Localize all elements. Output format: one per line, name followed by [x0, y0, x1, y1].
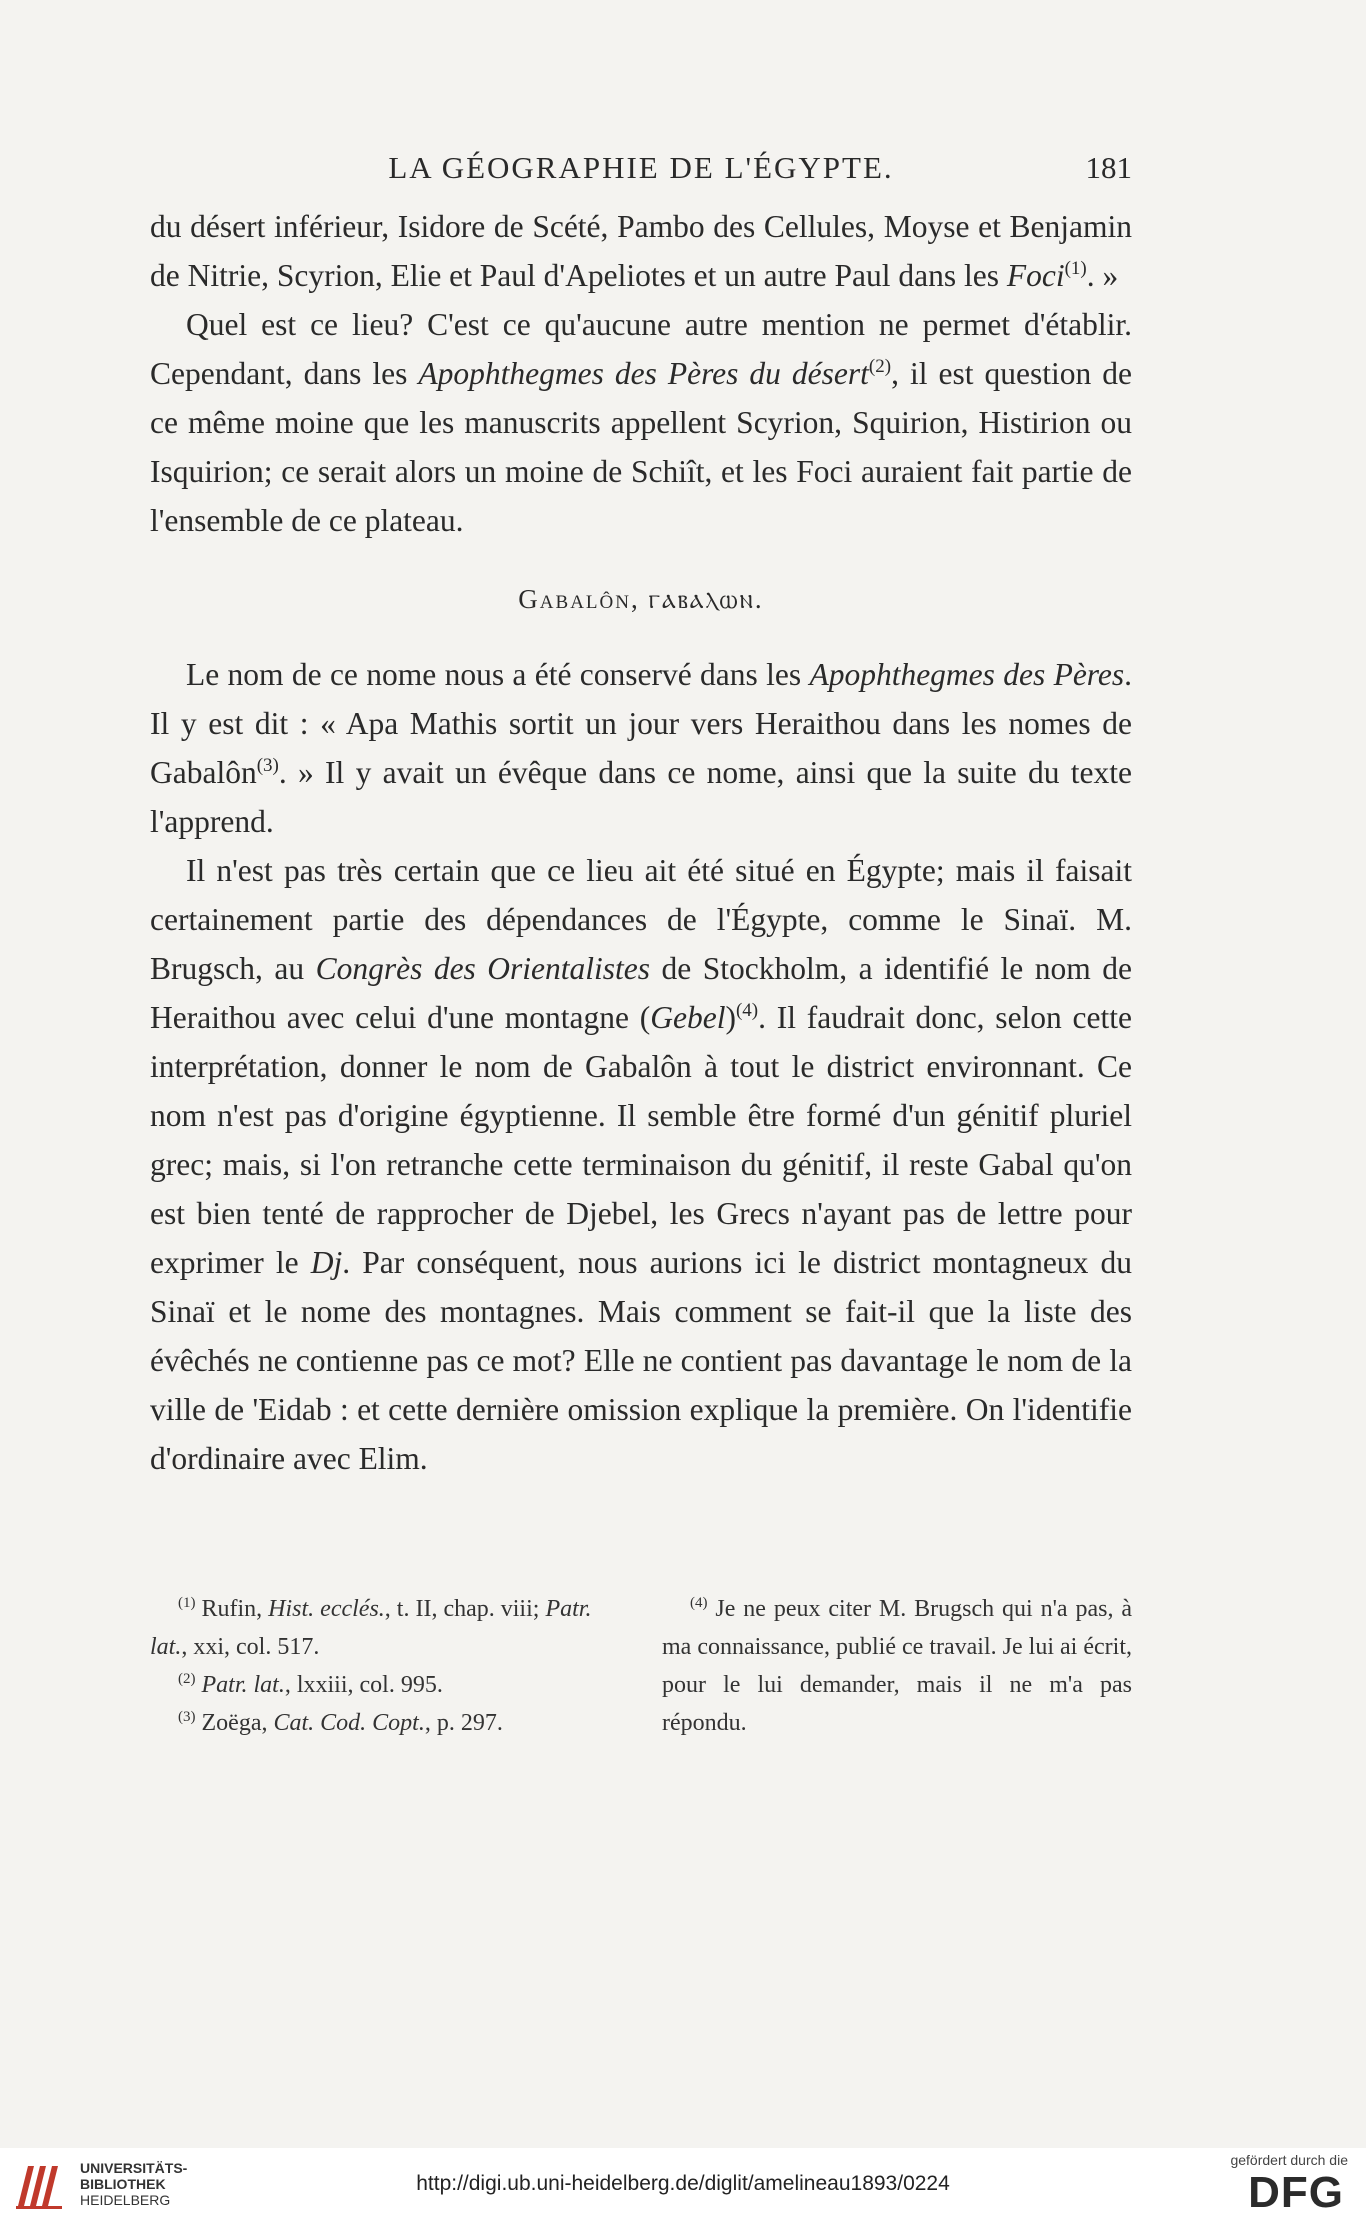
- footnote-ref-2[interactable]: (2): [868, 356, 892, 377]
- footnote-number: (2): [178, 1671, 196, 1687]
- text-run: . » Il y avait un évêque dans ce nome, ainsi que la suite du texte l'apprend.: [150, 755, 1132, 839]
- italic-run: Patr. lat.: [201, 1672, 285, 1698]
- text-run: Rufin,: [195, 1596, 269, 1622]
- library-name-line: UNIVERSITÄTS-: [80, 2160, 188, 2176]
- footnotes-right-column: [662, 1590, 1132, 1742]
- text-run: Il n'est pas très certain que ce lieu ait été situé en Égypte; mais il faisait certainement partie des dépendances de l'Égypte, comme le Sinaï. M. Brugsch, au: [150, 853, 1132, 986]
- italic-run: Congrès des Orientalistes: [315, 951, 651, 986]
- footnote-1: [150, 1590, 620, 1666]
- text-run: , lxxiii, col. 995.: [284, 1672, 443, 1698]
- italic-run: Apophthegmes des Pères: [809, 657, 1125, 692]
- section-heading: Gabalôn, ⲅⲁⲃⲁⲗⲱⲛ.: [518, 584, 764, 614]
- italic-run: Apophthegmes des Pères du désert: [418, 356, 869, 391]
- library-name-line: BIBLIOTHEK: [80, 2176, 166, 2192]
- footnote-ref-1[interactable]: (1): [1064, 258, 1087, 279]
- italic-run: Dj: [310, 1245, 343, 1280]
- italic-run: Gebel: [650, 1000, 726, 1035]
- text-run: . Par conséquent, nous aurions ici le district montagneux du Sinaï et le nome des montagnes. Mais comment se fait-il que la liste des évêchés ne contienne pas ce mot? Elle ne contient pas davantage le nom de la ville de 'Eidab : et cette dernière omission explique la première. On l'identifie d'ordinaire avec Elim.: [150, 1245, 1132, 1476]
- text-run: , p. 297.: [424, 1710, 503, 1736]
- paragraph-2: [150, 300, 1132, 545]
- footnote-2: [150, 1666, 620, 1704]
- page-number: 181: [1085, 150, 1132, 185]
- dfg-logo[interactable]: DFG: [1248, 2168, 1344, 2217]
- footnote-number: (4): [690, 1595, 708, 1611]
- italic-run: Patr. lat.: [150, 1596, 592, 1660]
- footnote-number: (1): [178, 1595, 196, 1611]
- library-name-line: HEIDELBERG: [80, 2192, 171, 2208]
- running-header: [150, 148, 1132, 192]
- text-run: ): [725, 1000, 736, 1035]
- italic-run: Cat. Cod. Copt.: [273, 1710, 425, 1736]
- italic-run: Hist. ecclés.: [268, 1596, 385, 1622]
- footnote-number: (3): [178, 1709, 196, 1725]
- text-run: . »: [1086, 258, 1119, 293]
- footnote-ref-3[interactable]: (3): [256, 755, 279, 776]
- paragraph-3: [150, 650, 1132, 846]
- footnote-4: [662, 1590, 1132, 1742]
- footnotes-left-column: [150, 1590, 620, 1742]
- paragraph-4: [150, 846, 1132, 1483]
- text-run: Je ne peux citer M. Brugsch qui n'a pas, à ma connaissance, publié ce travail. Je lui ai écrit, pour le lui demander, mais il ne m'a pas répondu.: [662, 1596, 1132, 1736]
- text-run: Zoëga,: [195, 1710, 274, 1736]
- text-run: de Stockholm, a identifié le nom de Heraithou avec celui d'une montagne (: [150, 951, 1132, 1035]
- viewer-footer: [0, 2148, 1366, 2220]
- permalink-url[interactable]: http://digi.ub.uni-heidelberg.de/diglit/amelineau1893/0224: [416, 2172, 950, 2195]
- text-run: . Il faudrait donc, selon cette interprétation, donner le nom de Gabalôn à tout le district environnant. Ce nom n'est pas d'origine égyptienne. Il semble être formé d'un génitif pluriel grec; mais, si l'on retranche cette terminaison du génitif, il reste Gabal qu'on est bien tenté de rapprocher de Djebel, les Grecs n'ayant pas de lettre pour exprimer le: [150, 1000, 1132, 1280]
- text-run: Le nom de ce nome nous a été conservé dans les: [186, 657, 810, 692]
- footnote-3: [150, 1704, 620, 1742]
- text-run: , t. II, chap. viii;: [384, 1596, 546, 1622]
- text-run: . Il y est dit : « Apa Mathis sortit un jour vers Heraithou dans les nomes de Gabalôn: [150, 657, 1132, 790]
- text-run: Quel est ce lieu? C'est ce qu'aucune autre mention ne permet d'établir. Cependant, dans les: [150, 307, 1132, 391]
- footnotes: [150, 1590, 1132, 1742]
- italic-run: Foci: [1006, 258, 1065, 293]
- text-run: , xxi, col. 517.: [181, 1634, 320, 1660]
- footnote-ref-4[interactable]: (4): [735, 1000, 759, 1021]
- text-run: , il est question de ce même moine que les manuscrits appellent Scyrion, Squirion, Histirion ou Isquirion; ce serait alors un moine de Schiît, et les Foci auraient fait partie de l'ensemble de ce plateau.: [150, 356, 1132, 538]
- running-title: LA GÉOGRAPHIE DE L'ÉGYPTE.: [388, 150, 894, 185]
- text-run: du désert inférieur, Isidore de Scété, Pambo des Cellules, Moyse et Benjamin de Nitrie, Scyrion, Elie et Paul d'Apeliotes et un autre Paul dans les: [150, 209, 1132, 293]
- paragraph-1: [150, 202, 1132, 300]
- funding-label: gefördert durch die: [1230, 2152, 1348, 2168]
- main-text: [150, 202, 1132, 1483]
